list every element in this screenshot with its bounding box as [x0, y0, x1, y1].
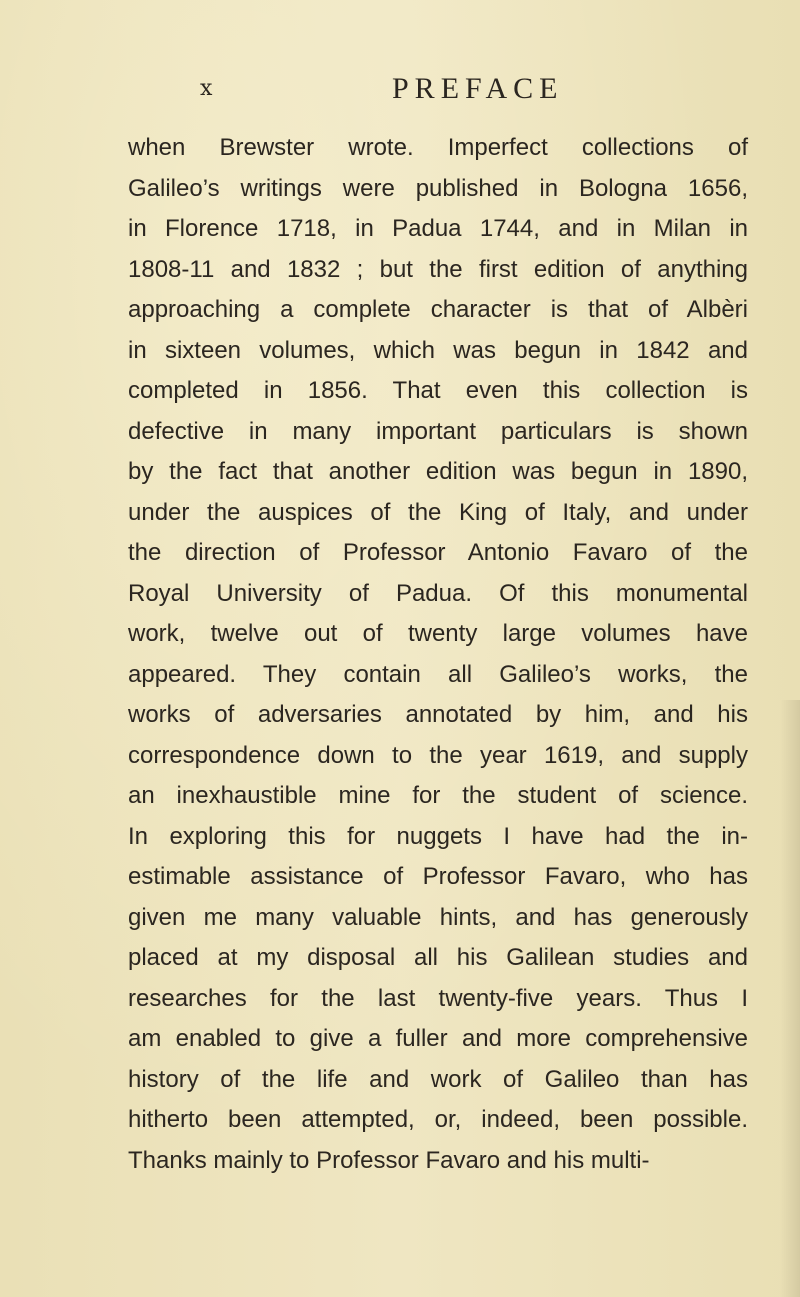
text-line: 1808-11 and 1832 ; but the first edition of anything	[128, 255, 748, 283]
text-line: work, twelve out of twenty large volumes have	[128, 620, 748, 647]
text-line: approaching a complete character is that of Albèri	[128, 296, 748, 323]
text-line: correspondence down to the year 1619, and supply	[128, 741, 748, 769]
page-number: x	[200, 76, 214, 101]
text-line: by the fact that another edition was begun in 1890,	[128, 458, 748, 485]
text-line: in Florence 1718, in Padua 1744, and in Milan in	[128, 215, 748, 242]
text-line: in sixteen volumes, which was begun in 1842 and	[128, 336, 748, 364]
text-line: an inexhaustible mine for the student of science.	[128, 782, 748, 809]
text-line: when Brewster wrote. Imperfect collections of	[128, 134, 748, 161]
text-line: history of the life and work of Galileo than has	[128, 1065, 748, 1093]
text-line: hitherto been attempted, or, indeed, been possible.	[128, 1106, 748, 1133]
text-line: Thanks mainly to Professor Favaro and his multi-	[128, 1146, 650, 1174]
page-edge-shadow	[780, 700, 800, 1297]
body-text	[128, 128, 748, 1181]
text-line: under the auspices of the King of Italy, and under	[128, 498, 748, 526]
text-line: the direction of Professor Antonio Favaro of the	[128, 539, 748, 566]
text-line: appeared. They contain all Galileo’s works, the	[128, 660, 748, 688]
text-line: works of adversaries annotated by him, and his	[128, 701, 748, 728]
page-header	[0, 72, 800, 116]
text-line: placed at my disposal all his Galilean studies and	[128, 944, 748, 971]
text-line: am enabled to give a fuller and more comprehensive	[128, 1025, 748, 1052]
text-line: given me many valuable hints, and has generously	[128, 903, 748, 931]
text-line: Royal University of Padua. Of this monumental	[128, 579, 748, 607]
text-line: Galileo’s writings were published in Bologna 1656,	[128, 174, 748, 202]
text-line: researches for the last twenty-five years. Thus I	[128, 984, 748, 1012]
text-line: estimable assistance of Professor Favaro, who has	[128, 863, 748, 890]
text-line: completed in 1856. That even this collection is	[128, 377, 748, 404]
running-title: PREFACE	[392, 72, 564, 105]
text-line: In exploring this for nuggets I have had the in-	[128, 822, 748, 850]
text-line: defective in many important particulars is shown	[128, 417, 748, 445]
